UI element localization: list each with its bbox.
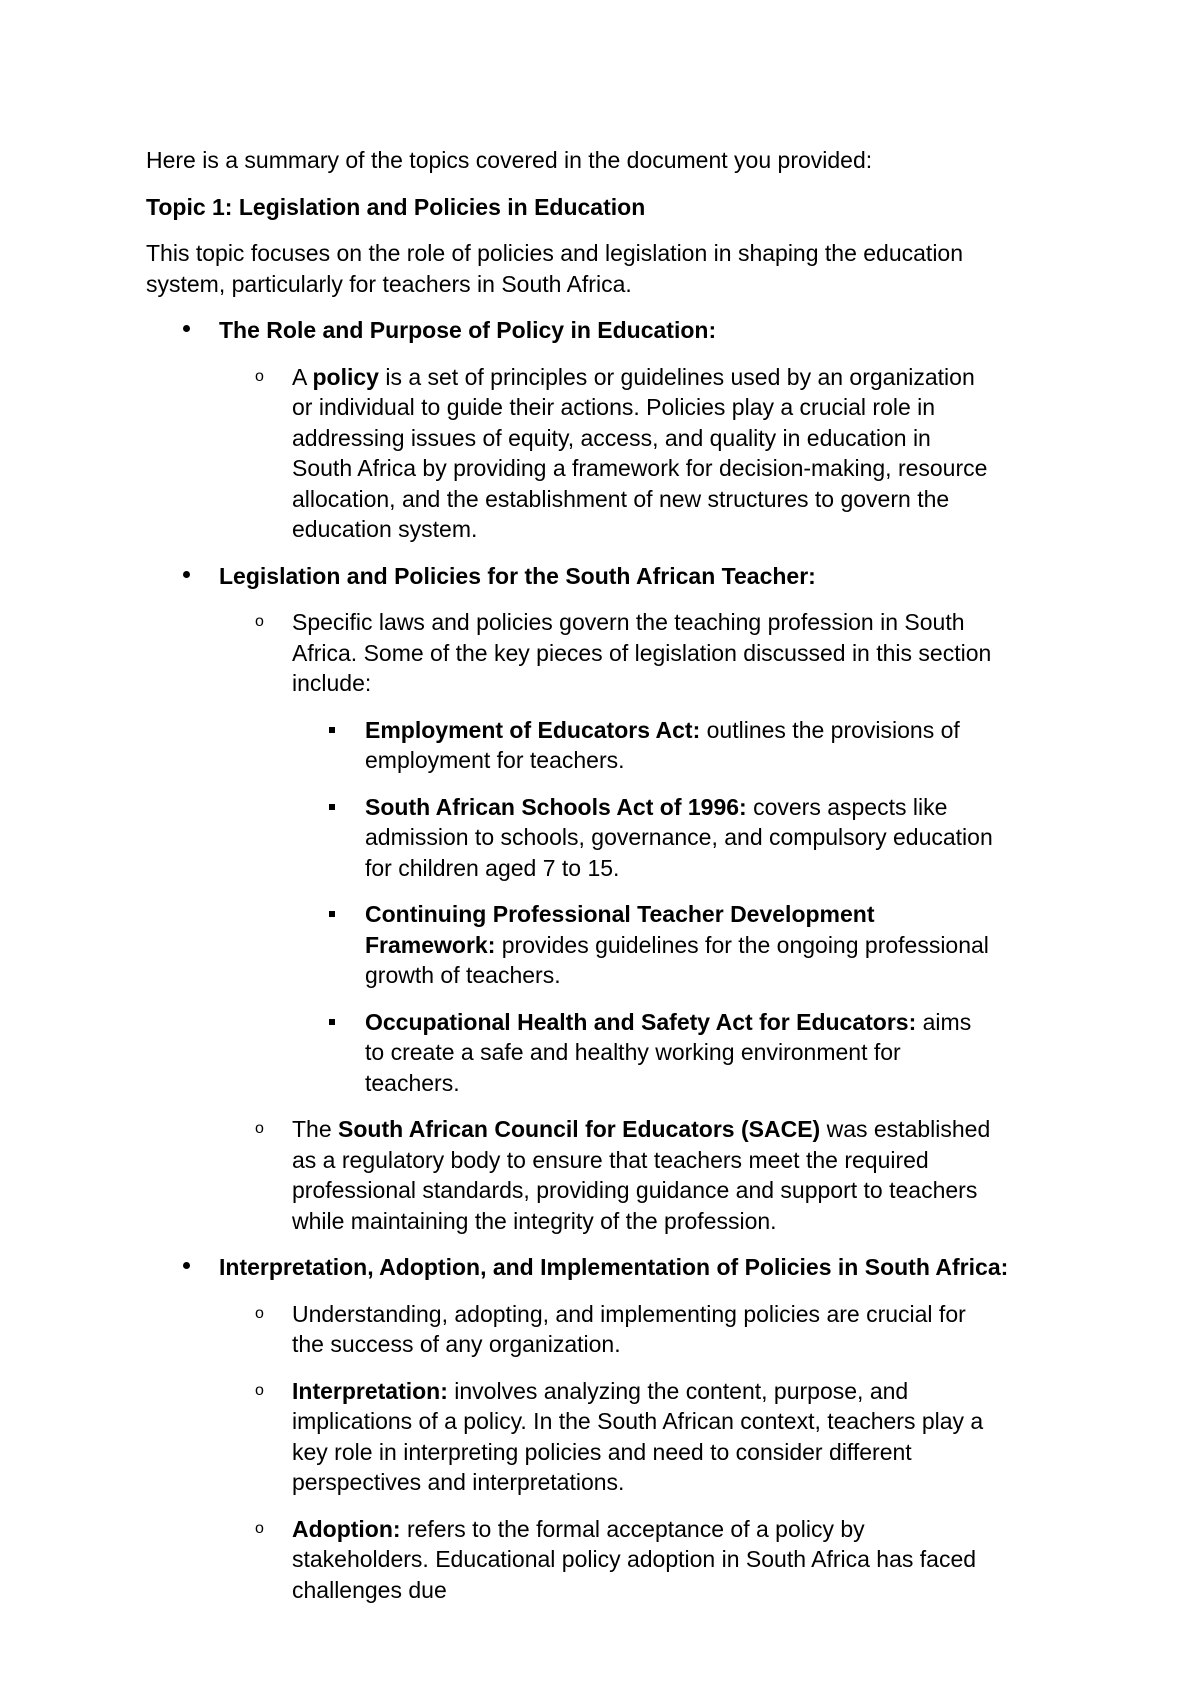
act-item: South African Schools Act of 1996: covers aspects like admission to schools, governance, and compulsory education for children aged 7 to 15. — [292, 792, 995, 884]
list-item: o Understanding, adopting, and implementing policies are crucial for the success of any organization. — [255, 1300, 966, 1357]
adoption-term: Adoption: — [292, 1515, 401, 1542]
bullet-icon — [183, 1262, 190, 1269]
act-item: Employment of Educators Act: outlines the provisions of employment for teachers. — [292, 715, 995, 776]
topic-description: This topic focuses on the role of policies and legislation in shaping the education system, particularly for teachers in South Africa. — [146, 240, 964, 297]
section-interpretation-adoption — [146, 1252, 1066, 1605]
topic-title: Topic 1: Legislation and Policies in Education — [146, 193, 646, 220]
list-item: o Adoption: refers to the formal acceptance of a policy by stakeholders. Educational policy adoption in South Africa has faced challenges due — [255, 1515, 977, 1603]
list-item: o Interpretation: involves analyzing the content, purpose, and implications of a policy. In the South African context, teachers play a key role in interpreting policies and need to consider different perspectives and interpretations. — [255, 1377, 984, 1495]
acts-list — [292, 715, 992, 1099]
act-item: Occupational Health and Safety Act for Educators: aims to create a safe and healthy working environment for teachers. — [292, 1007, 995, 1099]
list-item: o The South African Council for Educators (SACE) was established as a regulatory body to ensure that teachers meet the required professional standards, providing guidance and support to teachers while maintaining the integrity of the profession. — [255, 1116, 991, 1234]
document-page — [146, 145, 1066, 1605]
section-role-purpose — [146, 315, 1066, 545]
hollow-bullet-icon: o — [255, 1519, 264, 1537]
hollow-bullet-icon: o — [255, 613, 264, 630]
section-legislation-teacher — [146, 561, 1066, 1237]
section-heading: Interpretation, Adoption, and Implementation of Policies in South Africa: — [219, 1254, 1009, 1280]
hollow-bullet-icon: o — [255, 367, 264, 385]
hollow-bullet-icon: o — [255, 1120, 264, 1137]
section-heading: Legislation and Policies for the South African Teacher: — [219, 562, 816, 589]
hollow-bullet-icon: o — [255, 1381, 264, 1399]
sace-term: South African Council for Educators (SACE) — [338, 1116, 821, 1142]
intro-text: Here is a summary of the topics covered in the document you provided: — [146, 147, 873, 173]
square-bullet-icon — [329, 727, 335, 733]
section-heading: The Role and Purpose of Policy in Education: — [219, 317, 717, 343]
interpretation-term: Interpretation: — [292, 1377, 448, 1404]
act-item: Continuing Professional Teacher Development Framework: provides guidelines for the ongoing professional growth of teachers. — [292, 899, 995, 991]
bullet-icon — [183, 325, 190, 332]
hollow-bullet-icon: o — [255, 1304, 264, 1322]
square-bullet-icon — [329, 804, 335, 810]
bullet-icon — [183, 571, 190, 578]
main-list — [146, 315, 1066, 1605]
list-item: o A policy is a set of principles or guidelines used by an organization or individual to guide their actions. Policies play a crucial role in addressing issues of equity, access, and quality in education in South Africa by providing a framework for decision-making, resource allocation, and the establishment of new structures to govern the education system. — [255, 363, 988, 542]
policy-term: policy — [312, 363, 379, 390]
square-bullet-icon — [329, 1019, 335, 1025]
square-bullet-icon — [329, 911, 335, 917]
list-item: o Specific laws and policies govern the teaching profession in South Africa. Some of the key pieces of legislation discussed in this section include: Employment of Educators Act: outlines the provisions of employment for teachers. South African Schools Act of 1996: covers aspects like admission to schools, governance, and compulsory education for children aged 7 to 15. Continuing Professional Teacher Development Framework: provides guidelines for the ongoing professional growth of teachers. Occupational Health and Safety Act for Educators: aims to create a safe and healthy working environment for teachers. — [219, 607, 992, 1098]
